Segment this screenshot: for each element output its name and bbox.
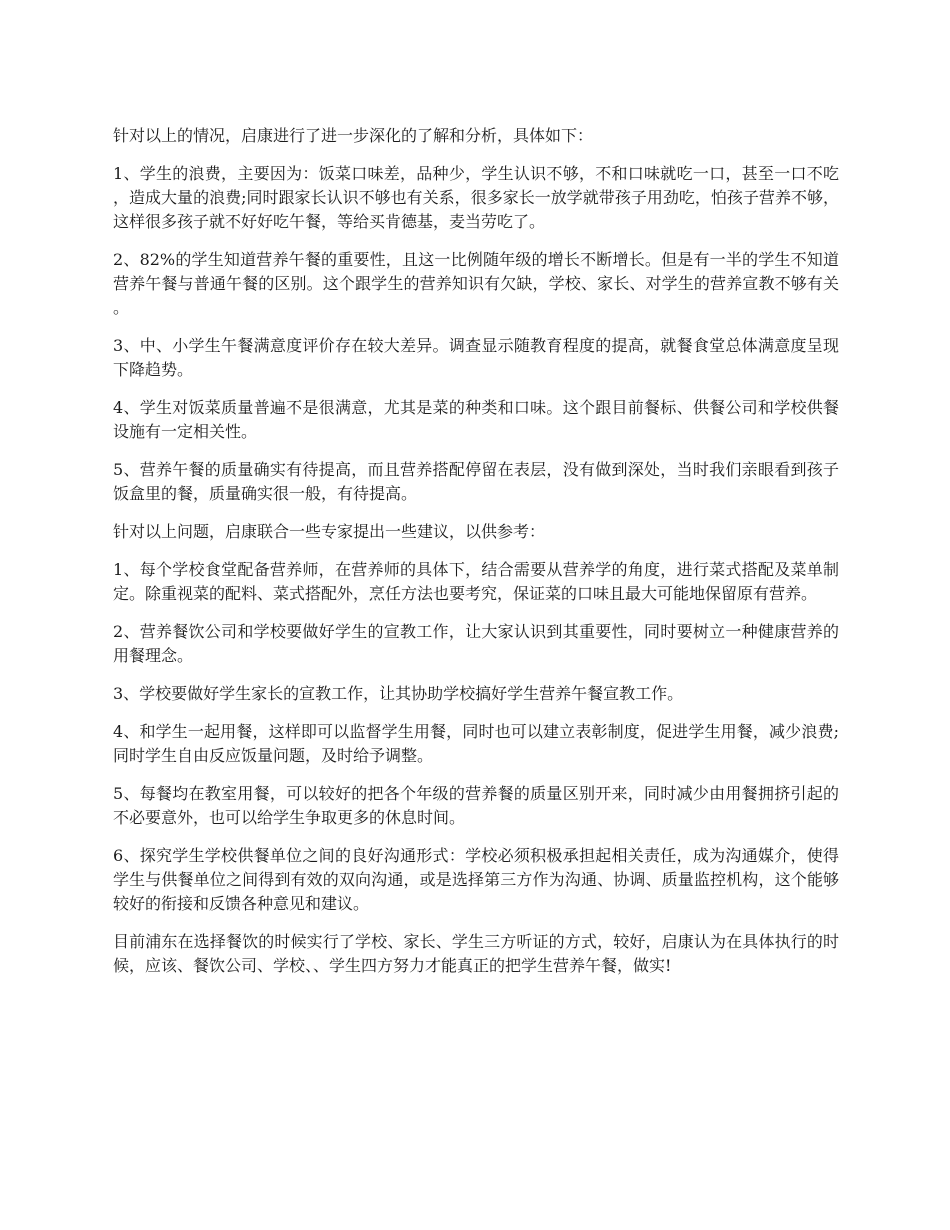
conclusion-paragraph: 目前浦东在选择餐饮的时候实行了学校、家长、学生三方听证的方式，较好，启康认为在具体执行的时候，应该、餐饮公司、学校、、学生四方努力才能真正的把学生营养午餐，做实!	[113, 932, 839, 975]
suggestion-paragraph-4: 4、和学生一起用餐，这样即可以监督学生用餐，同时也可以建立表彰制度，促进学生用餐，减少浪费;同时学生自由反应饭量问题，及时给予调整。	[113, 722, 839, 765]
finding-paragraph-4: 4、学生对饭菜质量普遍不是很满意，尤其是菜的种类和口味。这个跟目前餐标、供餐公司和学校供餐设施有一定相关性。	[113, 398, 839, 441]
document-body	[113, 124, 839, 992]
intro-paragraph: 针对以上的情况，启康进行了进一步深化的了解和分析，具体如下：	[113, 126, 594, 145]
finding-paragraph-1: 1、学生的浪费，主要因为：饭菜口味差，品种少，学生认识不够，不和口味就吃一口，甚至一口不吃，造成大量的浪费;同时跟家长认识不够也有关系，很多家长一放学就带孩子用劲吃，怕孩子营养不够，这样很多孩子就不好好吃午餐，等给买肯德基，麦当劳吃了。	[113, 164, 839, 231]
suggestions-intro-paragraph: 针对以上问题，启康联合一些专家提出一些建议，以供参考：	[113, 522, 546, 541]
suggestion-paragraph-5: 5、每餐均在教室用餐，可以较好的把各个年级的营养餐的质量区别开来，同时减少由用餐拥挤引起的不必要意外，也可以给学生争取更多的休息时间。	[113, 784, 839, 827]
finding-paragraph-5: 5、营养午餐的质量确实有待提高，而且营养搭配停留在表层，没有做到深处，当时我们亲眼看到孩子饭盒里的餐，质量确实很一般，有待提高。	[113, 460, 839, 503]
finding-paragraph-3: 3、中、小学生午餐满意度评价存在较大差异。调查显示随教育程度的提高，就餐食堂总体满意度呈现下降趋势。	[113, 336, 839, 379]
suggestion-paragraph-3: 3、学校要做好学生家长的宣教工作，让其协助学校搞好学生营养午餐宣教工作。	[113, 684, 684, 703]
suggestion-paragraph-1: 1、每个学校食堂配备营养师，在营养师的具体下，结合需要从营养学的角度，进行菜式搭配及菜单制定。除重视菜的配料、菜式搭配外，烹任方法也要考究，保证菜的口味且最大可能地保留原有营养。	[113, 560, 839, 603]
suggestion-paragraph-2: 2、营养餐饮公司和学校要做好学生的宣教工作，让大家认识到其重要性，同时要树立一种健康营养的用餐理念。	[113, 622, 839, 665]
finding-paragraph-2: 2、82%的学生知道营养午餐的重要性，且这一比例随年级的增长不断增长。但是有一半的学生不知道营养午餐与普通午餐的区别。这个跟学生的营养知识有欠缺，学校、家长、对学生的营养宣教不够有关。	[113, 250, 839, 317]
suggestion-paragraph-6: 6、探究学生学校供餐单位之间的良好沟通形式：学校必须积极承担起相关责任，成为沟通媒介，使得学生与供餐单位之间得到有效的双向沟通，或是选择第三方作为沟通、协调、质量监控机构，这个能够较好的衔接和反馈各种意见和建议。	[113, 846, 839, 913]
